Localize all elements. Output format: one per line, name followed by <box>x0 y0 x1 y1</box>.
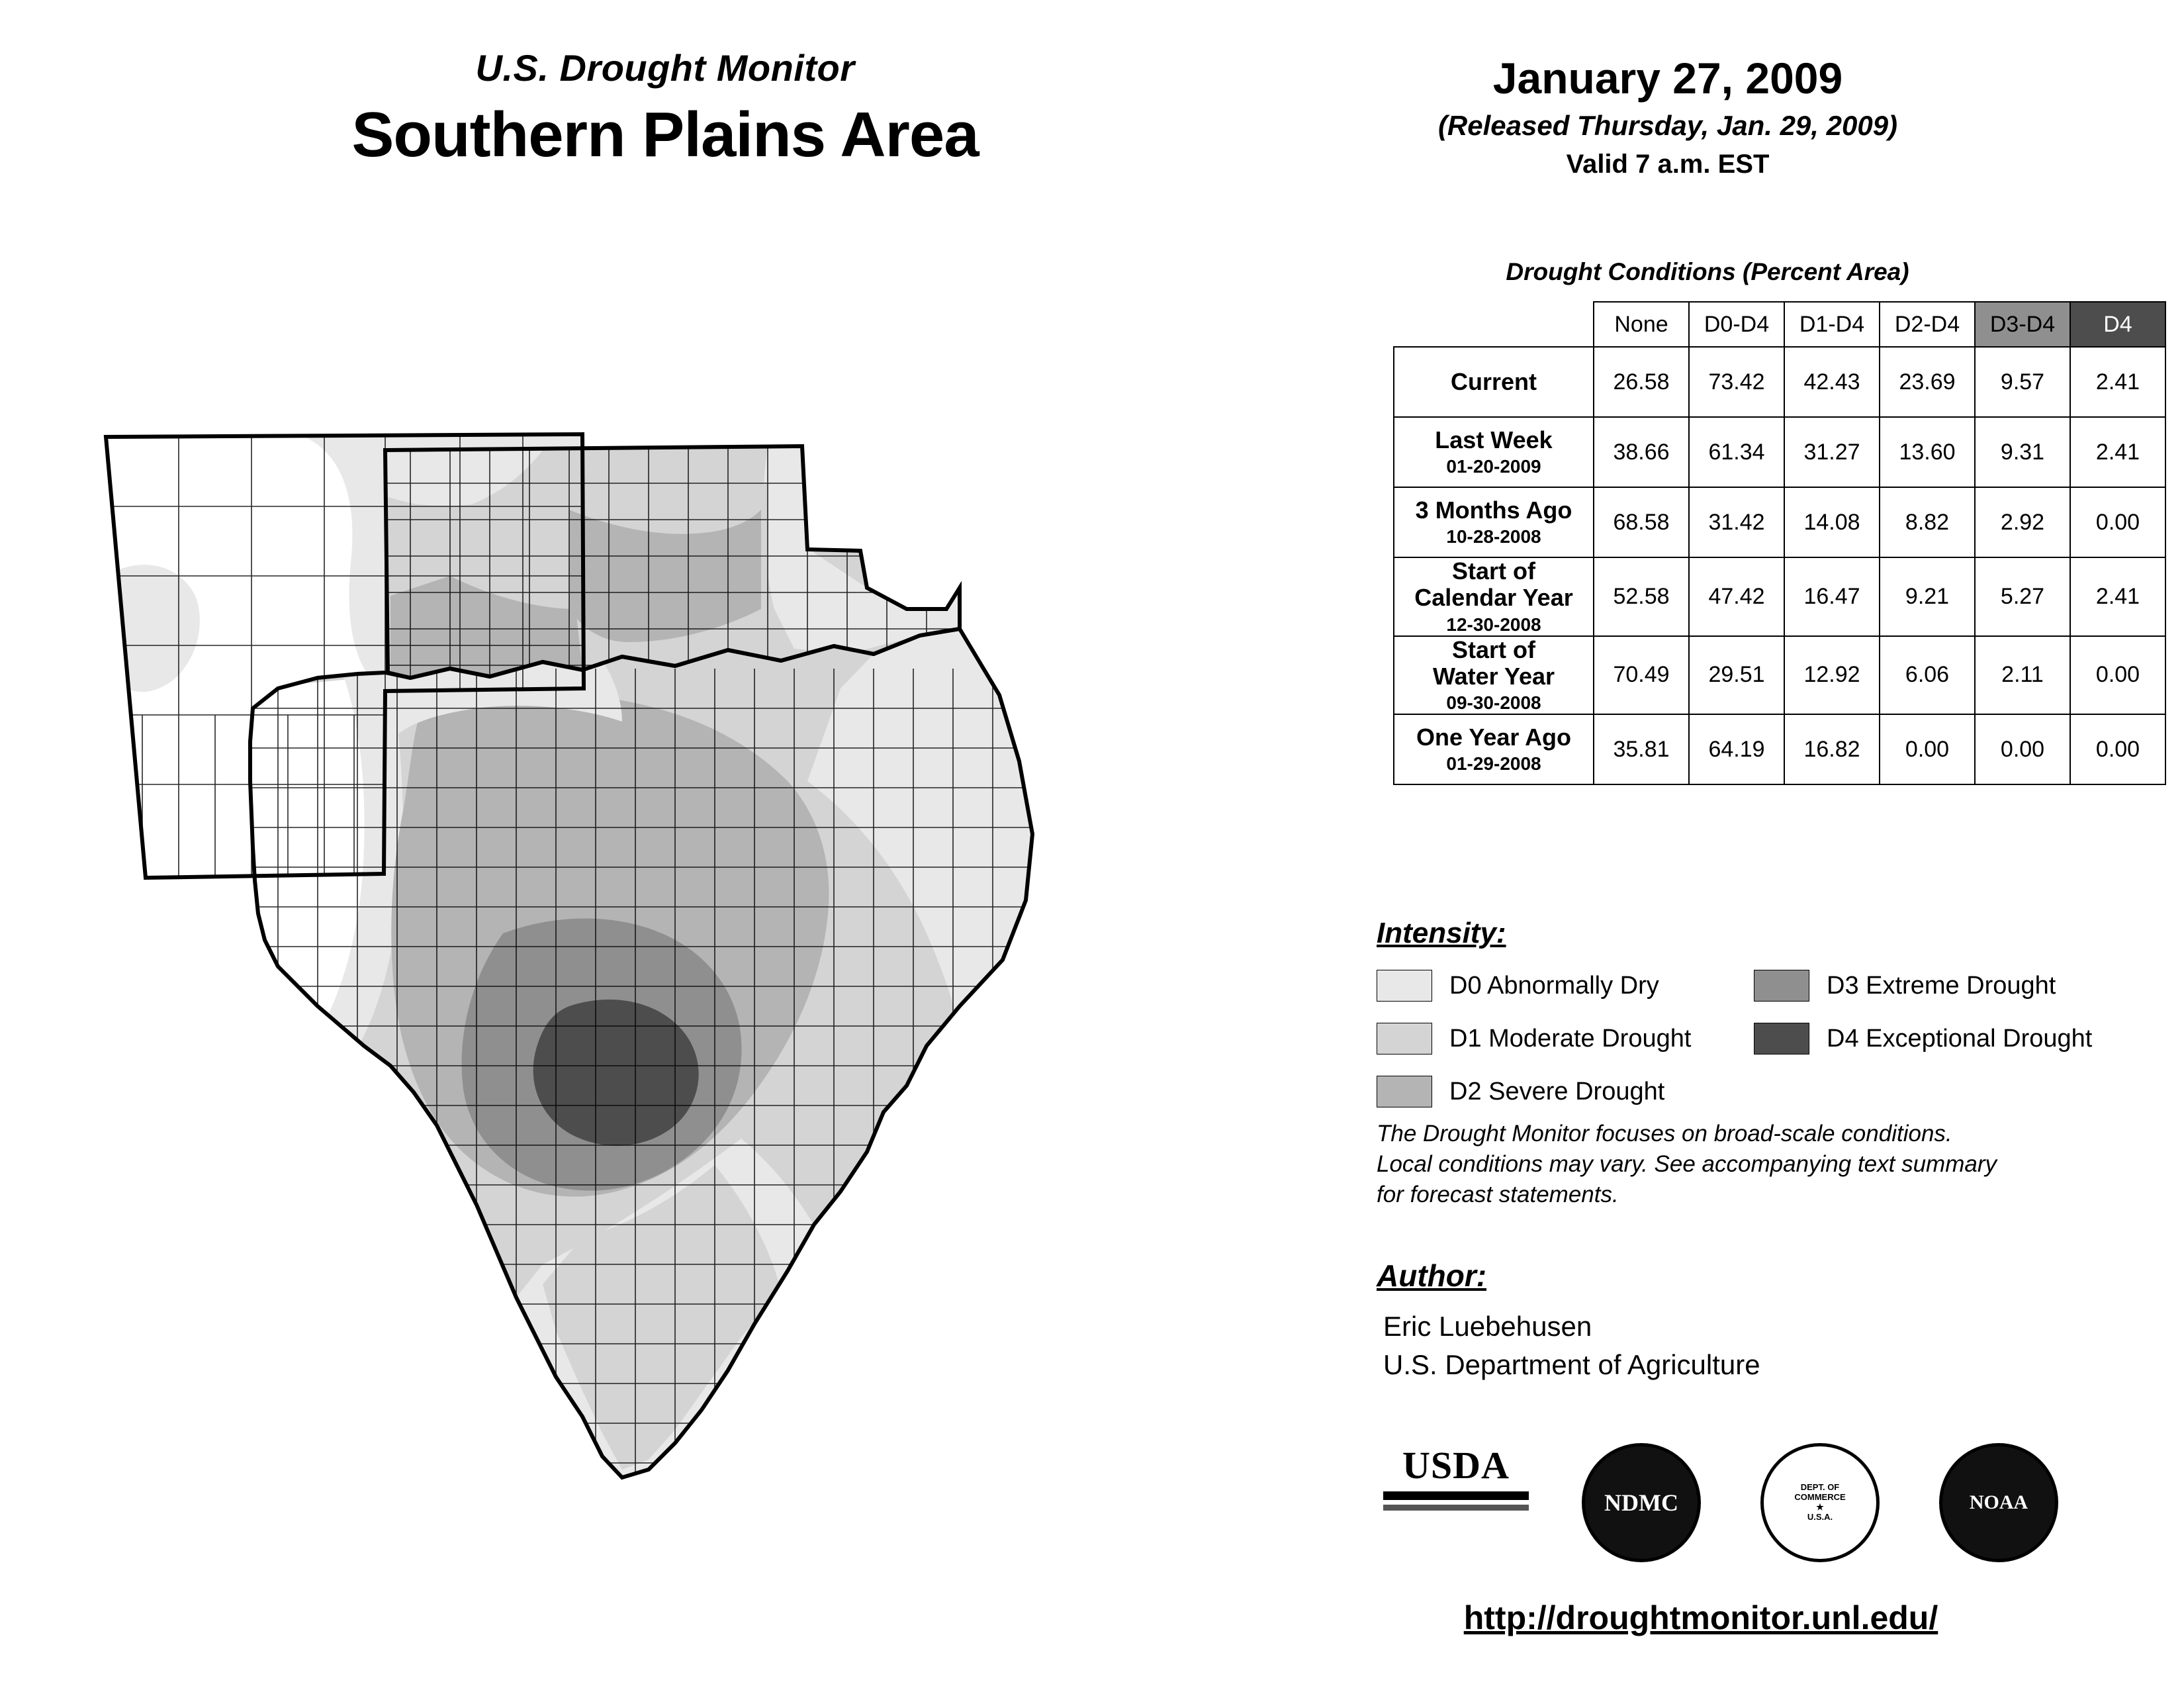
row-label-date: 10-28-2008 <box>1446 526 1541 547</box>
cell-lastweek-d1d4: 31.27 <box>1784 417 1880 487</box>
row-label-date: 09-30-2008 <box>1446 692 1541 714</box>
col-d1d4: D1-D4 <box>1784 302 1880 347</box>
intensity-legend <box>1377 970 2131 1129</box>
cell-current-none: 26.58 <box>1594 347 1689 417</box>
table-header-row <box>1394 302 2165 347</box>
cell-1yr-d2d4: 0.00 <box>1880 714 1975 784</box>
noaa-logo-text: NOAA <box>1969 1491 2028 1513</box>
table-row <box>1394 417 2165 487</box>
row-label-current <box>1394 347 1594 417</box>
row-label-text: 3 Months Ago <box>1415 496 1572 524</box>
usda-bar-icon <box>1383 1491 1529 1500</box>
cell-wy-d0d4: 29.51 <box>1689 636 1784 715</box>
row-label-date: 12-30-2008 <box>1446 614 1541 635</box>
cell-1yr-d1d4: 16.82 <box>1784 714 1880 784</box>
cell-cy-d2d4: 9.21 <box>1880 557 1975 636</box>
cell-cy-d4: 2.41 <box>2070 557 2165 636</box>
author-name: Eric Luebehusen <box>1383 1311 1592 1342</box>
cell-1yr-d0d4: 64.19 <box>1689 714 1784 784</box>
doc-seal-logo <box>1760 1443 1880 1562</box>
row-label-text: Start of Calendar Year <box>1414 557 1573 612</box>
row-label-start-calendar-year <box>1394 557 1594 636</box>
swatch-d0-icon <box>1377 970 1432 1002</box>
row-label-text: Last Week <box>1435 426 1553 453</box>
table-caption: Drought Conditions (Percent Area) <box>1506 258 1909 285</box>
usda-bar2-icon <box>1383 1505 1529 1511</box>
cell-wy-d2d4: 6.06 <box>1880 636 1975 715</box>
intensity-heading: Intensity: <box>1377 917 1506 949</box>
report-date: January 27, 2009 <box>1492 54 1843 103</box>
cell-cy-d1d4: 16.47 <box>1784 557 1880 636</box>
col-none: None <box>1594 302 1689 347</box>
legend-item-d2 <box>1377 1076 1754 1107</box>
legend-item-d3 <box>1754 970 2131 1002</box>
legend-item-d1 <box>1377 1023 1754 1055</box>
author-heading: Author: <box>1377 1258 1487 1293</box>
table-row <box>1394 557 2165 636</box>
row-label-3-months-ago <box>1394 487 1594 557</box>
legend-item-d4 <box>1754 1023 2131 1055</box>
drought-conditions-table <box>1393 301 2166 785</box>
usda-logo-text: USDA <box>1402 1444 1510 1487</box>
legend-row <box>1377 970 2131 1002</box>
swatch-d2-icon <box>1377 1076 1432 1107</box>
southern-plains-drought-map <box>79 410 1284 1575</box>
table-row <box>1394 347 2165 417</box>
cell-3mo-d2d4: 8.82 <box>1880 487 1975 557</box>
logo-row <box>1383 1443 2098 1569</box>
row-label-date: 01-29-2008 <box>1446 753 1541 774</box>
cell-current-d2d4: 23.69 <box>1880 347 1975 417</box>
cell-wy-none: 70.49 <box>1594 636 1689 715</box>
cell-cy-none: 52.58 <box>1594 557 1689 636</box>
table-row <box>1394 636 2165 715</box>
cell-current-d1d4: 42.43 <box>1784 347 1880 417</box>
cell-cy-d0d4: 47.42 <box>1689 557 1784 636</box>
cell-current-d0d4: 73.42 <box>1689 347 1784 417</box>
map-svg <box>79 410 1284 1575</box>
legend-item-d0 <box>1377 970 1754 1002</box>
row-label-text: Current <box>1450 367 1537 395</box>
legend-row <box>1377 1023 2131 1055</box>
cell-current-d3d4: 9.57 <box>1975 347 2070 417</box>
col-d4: D4 <box>2070 302 2165 347</box>
cell-3mo-d4: 0.00 <box>2070 487 2165 557</box>
author-block <box>1383 1307 1760 1384</box>
row-label-text: Start of Water Year <box>1432 635 1555 690</box>
cell-wy-d4: 0.00 <box>2070 636 2165 715</box>
page-subtitle: U.S. Drought Monitor <box>475 47 855 89</box>
cell-3mo-d1d4: 14.08 <box>1784 487 1880 557</box>
legend-row <box>1377 1076 2131 1107</box>
legend-label-d0: D0 Abnormally Dry <box>1449 971 1659 1000</box>
doc-seal-text: DEPT. OF COMMERCE ★ U.S.A. <box>1794 1482 1846 1522</box>
swatch-d3-icon <box>1754 970 1809 1002</box>
row-label-text: One Year Ago <box>1416 724 1572 751</box>
legend-label-d2: D2 Severe Drought <box>1449 1077 1665 1105</box>
col-d2d4: D2-D4 <box>1880 302 1975 347</box>
swatch-d1-icon <box>1377 1023 1432 1055</box>
cell-wy-d3d4: 2.11 <box>1975 636 2070 715</box>
usda-logo <box>1383 1443 1529 1511</box>
table-row <box>1394 487 2165 557</box>
legend-label-d4: D4 Exceptional Drought <box>1827 1024 2093 1053</box>
cell-wy-d1d4: 12.92 <box>1784 636 1880 715</box>
col-d3d4: D3-D4 <box>1975 302 2070 347</box>
row-label-date: 01-20-2009 <box>1446 456 1541 477</box>
disclaimer-note: The Drought Monitor focuses on broad-scale conditions. Local conditions may vary. See accompanying text summary for forecast statements. <box>1377 1121 1997 1208</box>
row-label-one-year-ago <box>1394 714 1594 784</box>
cell-3mo-d0d4: 31.42 <box>1689 487 1784 557</box>
cell-3mo-d3d4: 2.92 <box>1975 487 2070 557</box>
page-title: Southern Plains Area <box>351 99 979 170</box>
ndmc-logo <box>1582 1443 1701 1562</box>
release-date: (Released Thursday, Jan. 29, 2009) <box>1437 110 1898 141</box>
noaa-logo <box>1939 1443 2058 1562</box>
swatch-d4-icon <box>1754 1023 1809 1055</box>
cell-lastweek-d3d4: 9.31 <box>1975 417 2070 487</box>
cell-lastweek-d0d4: 61.34 <box>1689 417 1784 487</box>
cell-cy-d3d4: 5.27 <box>1975 557 2070 636</box>
legend-label-d1: D1 Moderate Drought <box>1449 1024 1692 1053</box>
row-label-last-week <box>1394 417 1594 487</box>
col-d0d4: D0-D4 <box>1689 302 1784 347</box>
table-row <box>1394 714 2165 784</box>
table-corner-cell <box>1394 302 1594 347</box>
cell-1yr-d3d4: 0.00 <box>1975 714 2070 784</box>
cell-lastweek-d2d4: 13.60 <box>1880 417 1975 487</box>
date-block <box>1297 53 2038 179</box>
website-url[interactable]: http://droughtmonitor.unl.edu/ <box>1463 1599 1938 1636</box>
cell-1yr-d4: 0.00 <box>2070 714 2165 784</box>
cell-1yr-none: 35.81 <box>1594 714 1689 784</box>
cell-lastweek-d4: 2.41 <box>2070 417 2165 487</box>
row-label-start-water-year <box>1394 636 1594 715</box>
author-org: U.S. Department of Agriculture <box>1383 1348 1760 1380</box>
cell-lastweek-none: 38.66 <box>1594 417 1689 487</box>
cell-current-d4: 2.41 <box>2070 347 2165 417</box>
valid-time: Valid 7 a.m. EST <box>1566 150 1770 179</box>
title-block <box>218 46 1112 171</box>
legend-label-d3: D3 Extreme Drought <box>1827 971 2056 1000</box>
cell-3mo-none: 68.58 <box>1594 487 1689 557</box>
ndmc-logo-text: NDMC <box>1604 1489 1678 1516</box>
